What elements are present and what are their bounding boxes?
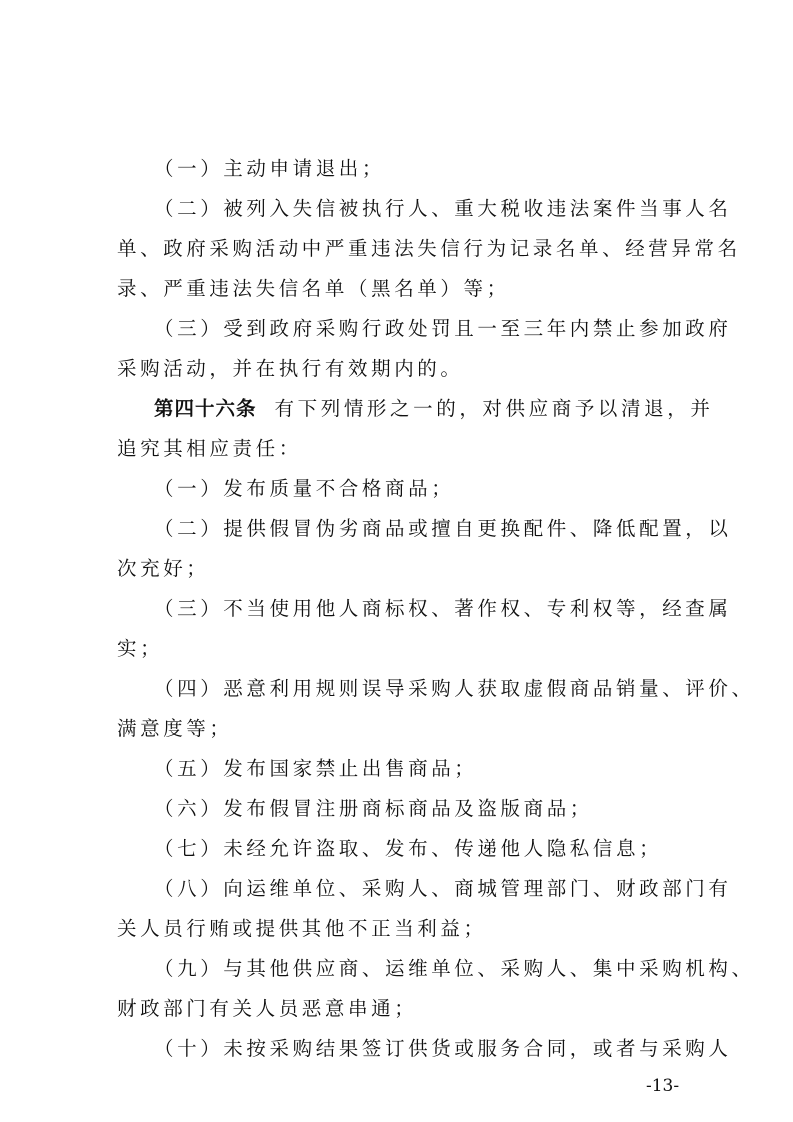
paragraph-line: （八）向运维单位、采购人、商城管理部门、财政部门有: [154, 877, 732, 900]
paragraph-line: 单、政府采购活动中严重违法失信行为记录名单、经营异常名: [117, 237, 741, 260]
paragraph-line: （六）发布假冒注册商标商品及盗版商品；: [154, 797, 593, 820]
paragraph-line: 实；: [117, 637, 164, 660]
paragraph-line: 追究其相应责任：: [117, 437, 302, 460]
paragraph-line: （一）发布质量不合格商品；: [154, 477, 455, 500]
paragraph-line: （四）恶意利用规则误导采购人获取虚假商品销量、评价、: [154, 677, 755, 700]
paragraph-line: 次充好；: [117, 557, 210, 580]
paragraph-line: （二）被列入失信被执行人、重大税收违法案件当事人名: [154, 197, 732, 220]
paragraph-line: 财政部门有关人员恶意串通；: [117, 997, 418, 1020]
page-number: -13-: [646, 1076, 680, 1096]
paragraph-line: （三）受到政府采购行政处罚且一至三年内禁止参加政府: [154, 317, 732, 340]
article-text: 有下列情形之一的，对供应商予以清退，并: [274, 397, 714, 420]
paragraph-line: （二）提供假冒伪劣商品或擅自更换配件、降低配置，以: [154, 517, 732, 540]
article-line: [154, 397, 714, 421]
paragraph-line: （九）与其他供应商、运维单位、采购人、集中采购机构、: [154, 957, 755, 980]
paragraph-line: 满意度等；: [117, 717, 233, 740]
paragraph-line: 采购活动，并在执行有效期内的。: [117, 357, 464, 380]
paragraph-line: （十）未按采购结果签订供货或服务合同，或者与采购人: [154, 1037, 732, 1060]
paragraph-line: 录、严重违法失信名单（黑名单）等；: [117, 277, 510, 300]
paragraph-line: （五）发布国家禁止出售商品；: [154, 757, 478, 780]
article-heading: 第四十六条: [154, 397, 257, 420]
paragraph-line: （七）未经允许盗取、发布、传递他人隐私信息；: [154, 837, 663, 860]
paragraph-line: （一）主动申请退出；: [154, 157, 386, 180]
paragraph-line: （三）不当使用他人商标权、著作权、专利权等，经查属: [154, 597, 732, 620]
paragraph-line: 关人员行贿或提供其他不正当利益；: [117, 917, 487, 940]
